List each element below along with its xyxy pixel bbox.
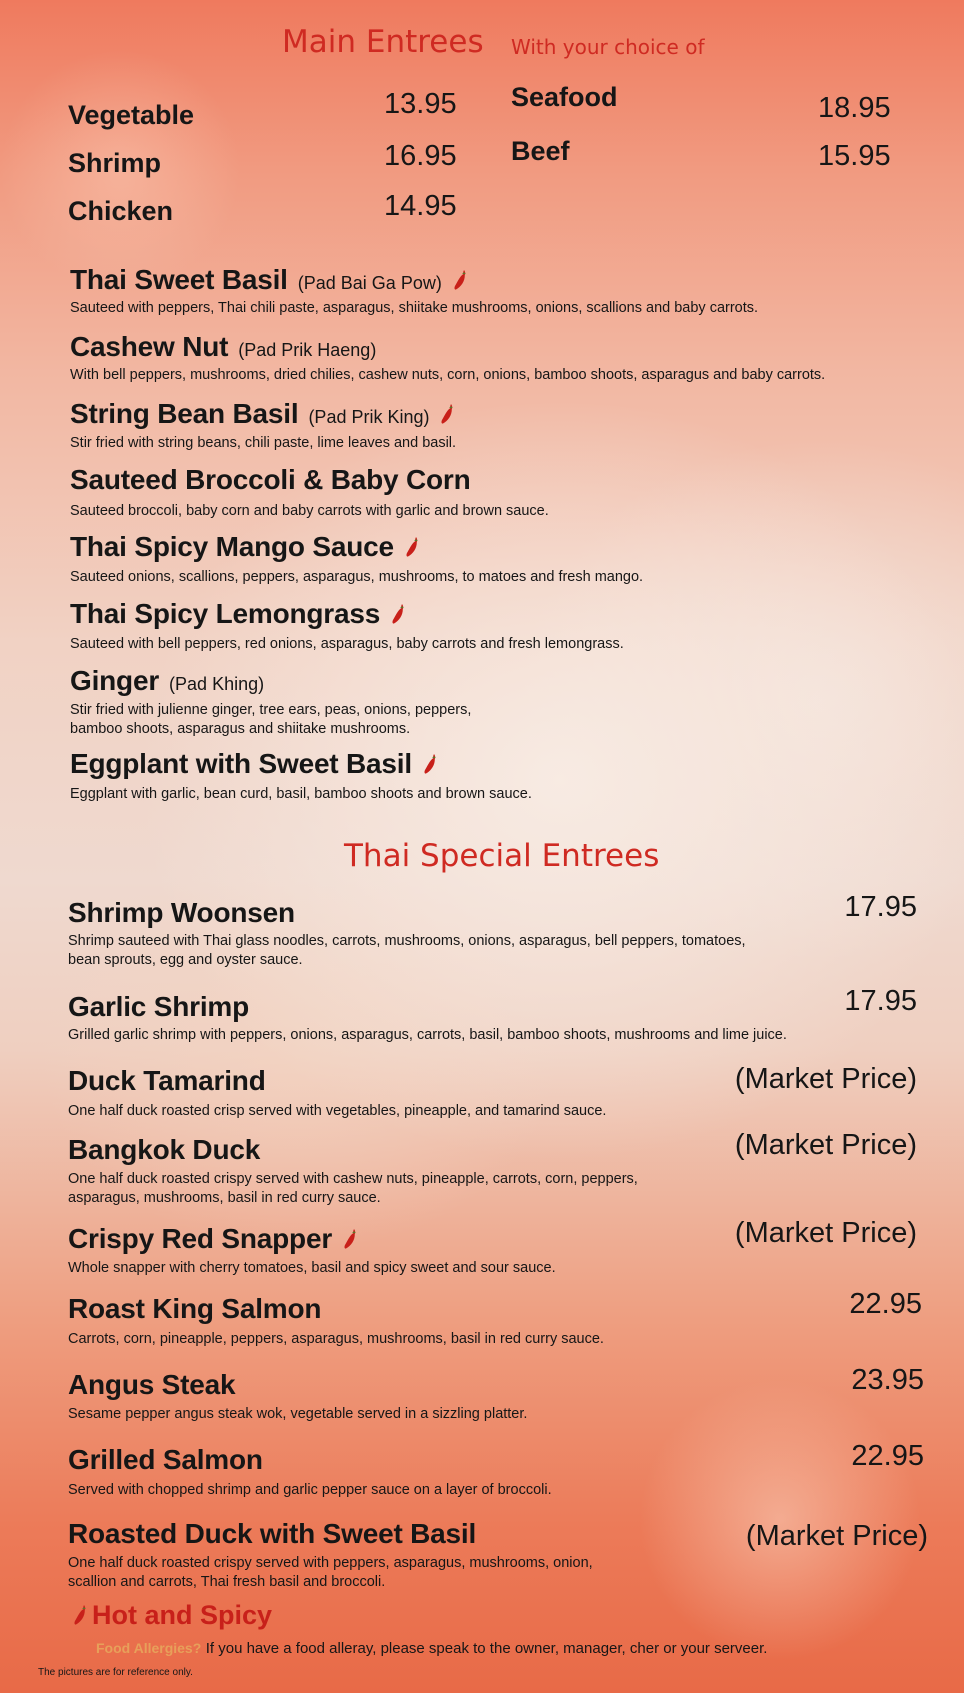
dish-name: Roast King Salmon — [68, 1293, 322, 1324]
dish-name: Shrimp Woonsen — [68, 897, 295, 928]
dish-price: 17.95 — [844, 985, 917, 1017]
menu-item — [70, 398, 455, 430]
protein-name: Shrimp — [68, 148, 162, 178]
dish-description: Served with chopped shrimp and garlic pepper sauce on a layer of broccoli. — [68, 1482, 552, 1498]
dish-price: 22.95 — [849, 1288, 922, 1320]
protein-name: Seafood — [511, 82, 618, 112]
dish-description: bamboo shoots, asparagus and shiitake mushrooms. — [70, 721, 411, 737]
dish-description: bean sprouts, egg and oyster sauce. — [68, 952, 303, 968]
dish-thai-name: (Pad Prik King) — [308, 407, 430, 427]
chili-pepper-icon — [404, 536, 420, 558]
dish-price: (Market Price) — [734, 1063, 917, 1095]
protein-name: Chicken — [68, 196, 174, 226]
chili-pepper-icon — [422, 753, 438, 775]
dish-description: One half duck roasted crisp served with vegetables, pineapple, and tamarind sauce. — [68, 1103, 607, 1119]
dish-name: Ginger — [70, 665, 160, 696]
chili-pepper-icon — [342, 1228, 358, 1250]
allergy-notice — [96, 1640, 767, 1658]
main-entrees-title: Main Entrees — [282, 24, 484, 60]
dish-description: One half duck roasted crispy served with peppers, asparagus, mushrooms, onion, — [68, 1555, 593, 1571]
dish-name: Grilled Salmon — [68, 1444, 263, 1475]
dish-description: Grilled garlic shrimp with peppers, onions, asparagus, carrots, basil, bamboo shoots, mushrooms and lime juice. — [68, 1027, 787, 1043]
dish-name: Roasted Duck with Sweet Basil — [68, 1518, 477, 1549]
menu-item — [68, 1518, 476, 1550]
protein-price: 16.95 — [384, 140, 457, 172]
dish-description: Stir fried with string beans, chili paste, lime leaves and basil. — [70, 435, 457, 451]
reference-note: The pictures are for reference only. — [38, 1667, 193, 1678]
dish-name: Angus Steak — [68, 1369, 236, 1400]
dish-price: (Market Price) — [734, 1217, 917, 1249]
chili-pepper-icon — [390, 603, 406, 625]
menu-item — [70, 264, 468, 296]
chili-pepper-icon — [72, 1604, 88, 1626]
dish-description: Whole snapper with cherry tomatoes, basil and spicy sweet and sour sauce. — [68, 1260, 556, 1276]
chili-pepper-icon — [439, 403, 455, 425]
dish-thai-name: (Pad Khing) — [169, 674, 265, 694]
menu-item — [68, 991, 249, 1023]
dish-price: 23.95 — [851, 1364, 924, 1396]
dish-name: Duck Tamarind — [68, 1065, 266, 1096]
dish-name: String Bean Basil — [70, 398, 299, 429]
menu-item — [70, 748, 438, 780]
dish-price: (Market Price) — [734, 1129, 917, 1161]
dish-description: Stir fried with julienne ginger, tree ears, peas, onions, peppers, — [70, 702, 472, 718]
menu-item — [68, 1134, 260, 1166]
menu-item — [68, 897, 295, 929]
thai-special-title: Thai Special Entrees — [344, 838, 660, 874]
allergy-text: If you have a food alleray, please speak to the owner, manager, cher or your serveer. — [205, 1640, 768, 1657]
dish-description: scallion and carrots, Thai fresh basil and broccoli. — [68, 1574, 386, 1590]
hot-and-spicy-label: Hot and Spicy — [92, 1600, 273, 1630]
menu-item — [68, 1065, 266, 1097]
protein-name: Vegetable — [68, 100, 195, 130]
dish-description: Sauteed broccoli, baby corn and baby carrots with garlic and brown sauce. — [70, 503, 549, 519]
dish-price: 17.95 — [844, 891, 917, 923]
dish-description: Sauteed with peppers, Thai chili paste, asparagus, shiitake mushrooms, onions, scallions and baby carrots. — [70, 300, 759, 316]
allergy-label: Food Allergies? — [96, 1640, 202, 1656]
dish-description: Sesame pepper angus steak wok, vegetable served in a sizzling platter. — [68, 1406, 528, 1422]
dish-description: With bell peppers, mushrooms, dried chilies, cashew nuts, corn, onions, bamboo shoots, asparagus and baby carrots. — [70, 367, 826, 383]
spicy-legend — [72, 1600, 272, 1631]
protein-price: 14.95 — [384, 190, 457, 222]
chili-pepper-icon — [452, 269, 468, 291]
dish-name: Sauteed Broccoli & Baby Corn — [70, 464, 471, 495]
dish-description: Shrimp sauteed with Thai glass noodles, carrots, mushrooms, onions, asparagus, bell peppers, tomatoes, — [68, 933, 746, 949]
dish-name: Garlic Shrimp — [68, 991, 250, 1022]
menu-item — [68, 1369, 235, 1401]
dish-price: (Market Price) — [745, 1520, 928, 1552]
menu-item — [68, 1223, 358, 1255]
dish-description: Carrots, corn, pineapple, peppers, asparagus, mushrooms, basil in red curry sauce. — [68, 1331, 604, 1347]
protein-price: 15.95 — [818, 140, 891, 172]
dish-name: Bangkok Duck — [68, 1134, 261, 1165]
menu-item — [68, 1444, 263, 1476]
protein-price: 13.95 — [384, 88, 457, 120]
dish-description: One half duck roasted crispy served with cashew nuts, pineapple, carrots, corn, peppers, — [68, 1171, 638, 1187]
dish-description: Eggplant with garlic, bean curd, basil, bamboo shoots and brown sauce. — [70, 786, 532, 802]
dish-name: Crispy Red Snapper — [68, 1223, 333, 1254]
protein-price: 18.95 — [818, 92, 891, 124]
menu-item — [70, 531, 420, 563]
dish-name: Thai Sweet Basil — [70, 264, 288, 295]
dish-price: 22.95 — [851, 1440, 924, 1472]
menu-item — [70, 331, 376, 363]
dish-description: Sauteed onions, scallions, peppers, asparagus, mushrooms, to matoes and fresh mango. — [70, 569, 644, 585]
menu-item — [70, 464, 470, 496]
menu-item — [70, 665, 264, 697]
dish-description: Sauteed with bell peppers, red onions, asparagus, baby carrots and fresh lemongrass. — [70, 636, 624, 652]
menu-item — [68, 1293, 321, 1325]
dish-name: Cashew Nut — [70, 331, 229, 362]
dish-name: Thai Spicy Mango Sauce — [70, 531, 394, 562]
choice-note: With your choice of — [511, 35, 705, 59]
dish-thai-name: (Pad Prik Haeng) — [238, 340, 377, 360]
menu-item — [70, 598, 406, 630]
protein-name: Beef — [511, 136, 570, 166]
dish-thai-name: (Pad Bai Ga Pow) — [297, 273, 442, 293]
dish-name: Eggplant with Sweet Basil — [70, 748, 412, 779]
dish-description: asparagus, mushrooms, basil in red curry sauce. — [68, 1190, 381, 1206]
dish-name: Thai Spicy Lemongrass — [70, 598, 381, 629]
